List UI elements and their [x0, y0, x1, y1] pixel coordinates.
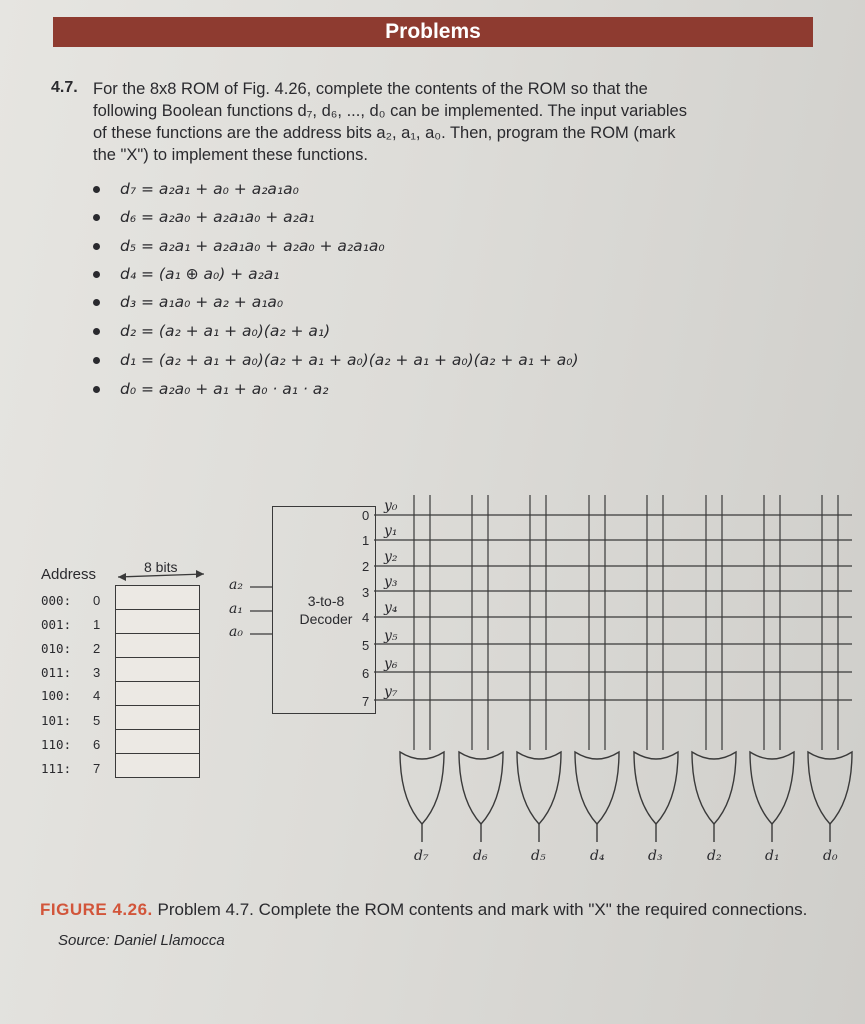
problem-line: For the 8x8 ROM of Fig. 4.26, complete the contents of the ROM so that the [93, 80, 648, 98]
address-index: 6 [93, 737, 101, 752]
equation-d4: d₄ = (a₁ ⊕ a₀) + a₂a₁ [120, 265, 280, 283]
output-index-1: 1 [362, 533, 370, 548]
bits-label: 8 bits [144, 559, 178, 575]
address-label: Address [41, 566, 97, 583]
or-gate-d7 [400, 752, 444, 824]
address-index: 1 [93, 617, 101, 632]
output-index-5: 5 [362, 638, 370, 653]
output-label-d0: d₀ [823, 848, 838, 864]
y-label-4: y₄ [384, 600, 398, 616]
decoder-label-line2: Decoder [299, 611, 353, 627]
bits-arrow-line [118, 574, 204, 577]
input-label-a2: a₂ [229, 577, 243, 593]
section-banner: Problems [53, 17, 813, 47]
address-index: 4 [93, 688, 101, 703]
address-code: 100: [41, 688, 72, 703]
output-label-d2: d₂ [707, 848, 722, 864]
y-label-6: y₆ [384, 656, 398, 672]
or-gate-d2 [692, 752, 736, 824]
output-label-d5: d₅ [531, 848, 546, 864]
or-gate-d6 [459, 752, 503, 824]
equation-d0: d₀ = a₂a₀ + a₁ + a₀ · a₁ · a₂ [120, 380, 329, 398]
or-gate-d1 [750, 752, 794, 824]
decoder-label-line1: 3-to-8 [307, 593, 345, 609]
bits-arrow-right [196, 570, 204, 578]
y-label-3: y₃ [384, 574, 398, 590]
problem-number: 4.7. [51, 79, 78, 96]
y-label-5: y₅ [384, 628, 398, 644]
input-label-a1: a₁ [229, 601, 243, 617]
output-index-4: 4 [362, 610, 370, 625]
y-label-1: y₁ [384, 523, 398, 539]
equation-d7: d₇ = a₂a₁ + a₀ + a₂a₁a₀ [120, 180, 299, 198]
address-index: 0 [93, 593, 101, 608]
address-index: 7 [93, 761, 101, 776]
output-label-d3: d₃ [648, 848, 663, 864]
address-code: 010: [41, 641, 72, 656]
problem-line: of these functions are the address bits a₂, a₁, a₀. Then, program the ROM (mark [93, 124, 676, 142]
figure-caption [40, 895, 865, 956]
output-label-d4: d₄ [590, 848, 605, 864]
output-label-d1: d₁ [765, 848, 780, 864]
problem-line: following Boolean functions d₇, d₆, ..., d₀ can be implemented. The input variables [93, 102, 687, 120]
equation-d3: d₃ = a₁a₀ + a₂ + a₁a₀ [120, 293, 284, 311]
equation-d6: d₆ = a₂a₀ + a₂a₁a₀ + a₂a₁ [120, 208, 315, 226]
input-label-a0: a₀ [229, 624, 243, 640]
output-index-7: 7 [362, 694, 370, 709]
address-code: 000: [41, 593, 72, 608]
output-index-6: 6 [362, 666, 370, 681]
or-gate-d4 [575, 752, 619, 824]
y-label-7: y₇ [384, 684, 398, 700]
equation-d2: d₂ = (a₂ + a₁ + a₀)(a₂ + a₁) [120, 322, 331, 340]
bit-lines [414, 495, 838, 750]
or-gate-d0 [808, 752, 852, 824]
y-label-0: y₀ [384, 498, 398, 514]
y-label-2: y₂ [384, 549, 398, 565]
output-index-0: 0 [362, 508, 370, 523]
address-code: 101: [41, 713, 72, 728]
address-code: 110: [41, 737, 72, 752]
decoder-label [291, 592, 361, 628]
problem-line: the "X") to implement these functions. [93, 146, 368, 164]
bits-arrow-left [118, 573, 126, 581]
figure-caption-text: Problem 4.7. Complete the ROM contents and mark with "X" the required connections. [157, 900, 808, 919]
address-index: 5 [93, 713, 101, 728]
output-index-3: 3 [362, 585, 370, 600]
address-code: 001: [41, 617, 72, 632]
address-code: 111: [41, 761, 72, 776]
equation-d5: d₅ = a₂a₁ + a₂a₁a₀ + a₂a₀ + a₂a₁a₀ [120, 237, 385, 255]
equation-d1: d₁ = (a₂ + a₁ + a₀)(a₂ + a₁ + a₀)(a₂ + a₁ + a₀)(a₂ + a₁ + a₀) [120, 351, 579, 369]
address-index: 3 [93, 665, 101, 680]
figure-number: FIGURE 4.26. [40, 900, 153, 919]
address-code: 011: [41, 665, 72, 680]
output-label-d6: d₆ [473, 848, 488, 864]
figure-source: Source: Daniel Llamocca [58, 932, 225, 949]
output-label-d7: d₇ [414, 848, 429, 864]
address-index: 2 [93, 641, 101, 656]
or-gate-d3 [634, 752, 678, 824]
or-gates [400, 752, 852, 842]
output-index-2: 2 [362, 559, 370, 574]
or-gate-d5 [517, 752, 561, 824]
